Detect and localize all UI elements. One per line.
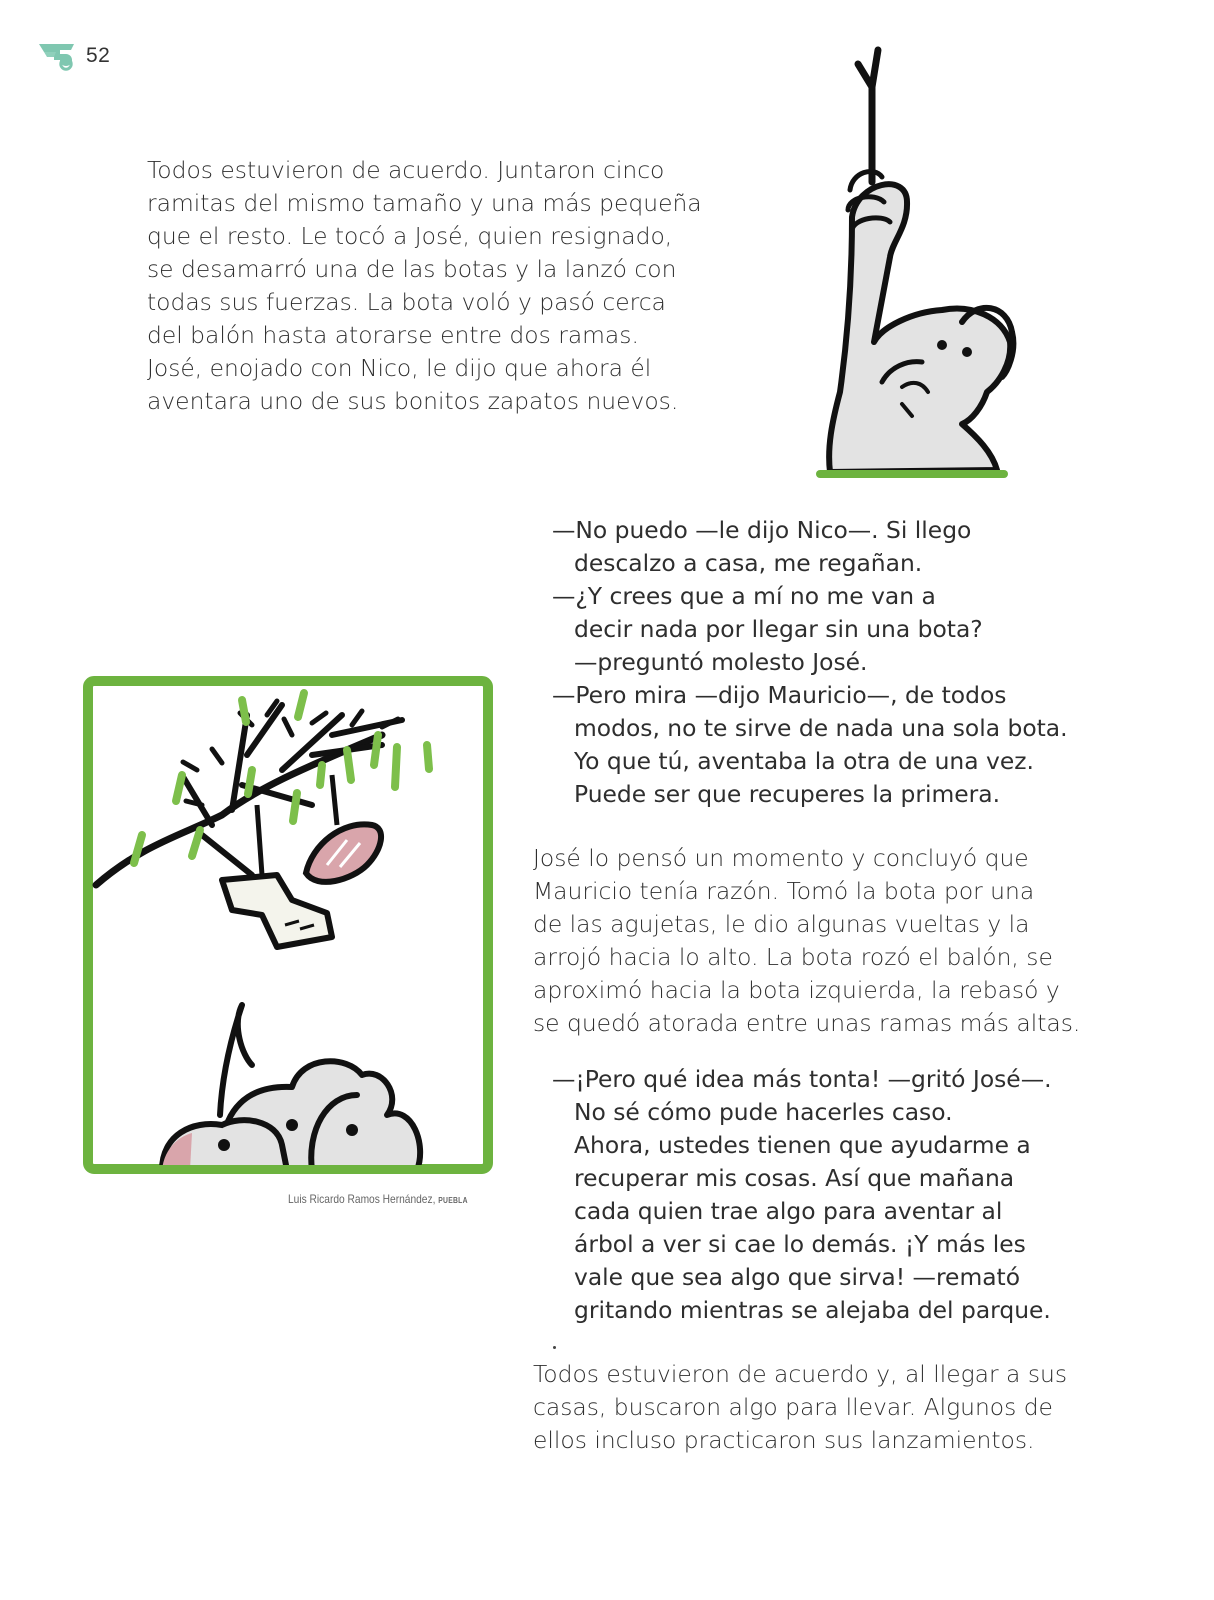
dialogue-line: árbol a ver si cae lo demás. ¡Y más les: [574, 1230, 1026, 1258]
text-line: ramitas del mismo tamaño y una más pequeña: [147, 189, 702, 217]
text-line: se desamarró una de las botas y la lanzó con: [147, 255, 677, 283]
book-series-logo-icon: [38, 42, 78, 76]
text-line: José lo pensó un momento y concluyó que: [533, 844, 1029, 872]
dialogue-line: —¿Y crees que a mí no me van a: [552, 582, 936, 610]
raised-arm-illustration: [812, 42, 1018, 482]
dialogue-line: recuperar mis cosas. Así que mañana: [574, 1164, 1015, 1192]
text-line: casas, buscaron algo para llevar. Algunos de: [533, 1393, 1053, 1421]
tree-boots-illustration: [82, 675, 494, 1177]
text-line: arrojó hacia lo alto. La bota rozó el balón, se: [533, 943, 1053, 971]
dialogue-line: —No puedo —le dijo Nico—. Si llego: [552, 516, 972, 544]
text-line: Todos estuvieron de acuerdo. Juntaron cinco: [147, 156, 665, 184]
dialogue-block-2: [552, 1063, 1052, 1327]
text-line: ellos incluso practicaron sus lanzamientos.: [533, 1426, 1035, 1454]
text-line: Mauricio tenía razón. Tomó la bota por una: [533, 877, 1035, 905]
text-line: Todos estuvieron de acuerdo y, al llegar a sus: [533, 1360, 1068, 1388]
text-line: se quedó atorada entre unas ramas más altas.: [533, 1009, 1081, 1037]
credit-state: PUEBLA: [438, 1196, 468, 1205]
dialogue-line: —¡Pero qué idea más tonta! —gritó José—.: [552, 1065, 1052, 1093]
dialogue-line: Ahora, ustedes tienen que ayudarme a: [574, 1131, 1031, 1159]
text-line: aventara uno de sus bonitos zapatos nuevos.: [147, 387, 679, 415]
text-line: José, enojado con Nico, le dijo que ahora él: [147, 354, 652, 382]
dialogue-line: gritando mientras se alejaba del parque.: [574, 1296, 1051, 1324]
paragraph-1: [147, 154, 702, 418]
paragraph-3: [533, 1358, 1067, 1457]
dialogue-line: No sé cómo pude hacerles caso.: [574, 1098, 953, 1126]
dialogue-block-1: [552, 514, 1068, 811]
text-line: todas sus fuerzas. La bota voló y pasó cerca: [147, 288, 666, 316]
dialogue-line: decir nada por llegar sin una bota?: [574, 615, 983, 643]
dialogue-line: cada quien trae algo para aventar al: [574, 1197, 1003, 1225]
stray-dot: [553, 1346, 556, 1349]
dialogue-line: —preguntó molesto José.: [574, 648, 868, 676]
text-line: que el resto. Le tocó a José, quien resignado,: [147, 222, 673, 250]
dialogue-line: modos, no te sirve de nada una sola bota.: [574, 714, 1068, 742]
text-line: de las agujetas, le dio algunas vueltas y la: [533, 910, 1030, 938]
dialogue-line: descalzo a casa, me regañan.: [574, 549, 923, 577]
dialogue-line: vale que sea algo que sirva! —remató: [574, 1263, 1021, 1291]
paragraph-2: [533, 842, 1080, 1040]
dialogue-line: Yo que tú, aventaba la otra de una vez.: [574, 747, 1034, 775]
dialogue-line: —Pero mira —dijo Mauricio—, de todos: [552, 681, 1007, 709]
text-line: del balón hasta atorarse entre dos ramas.: [147, 321, 639, 349]
credit-author: Luis Ricardo Ramos Hernández,: [288, 1192, 436, 1206]
illustration-credit: [288, 1192, 468, 1206]
page-number: 52: [86, 44, 111, 67]
dialogue-line: Puede ser que recuperes la primera.: [574, 780, 1001, 808]
text-line: aproximó hacia la bota izquierda, la rebasó y: [533, 976, 1060, 1004]
